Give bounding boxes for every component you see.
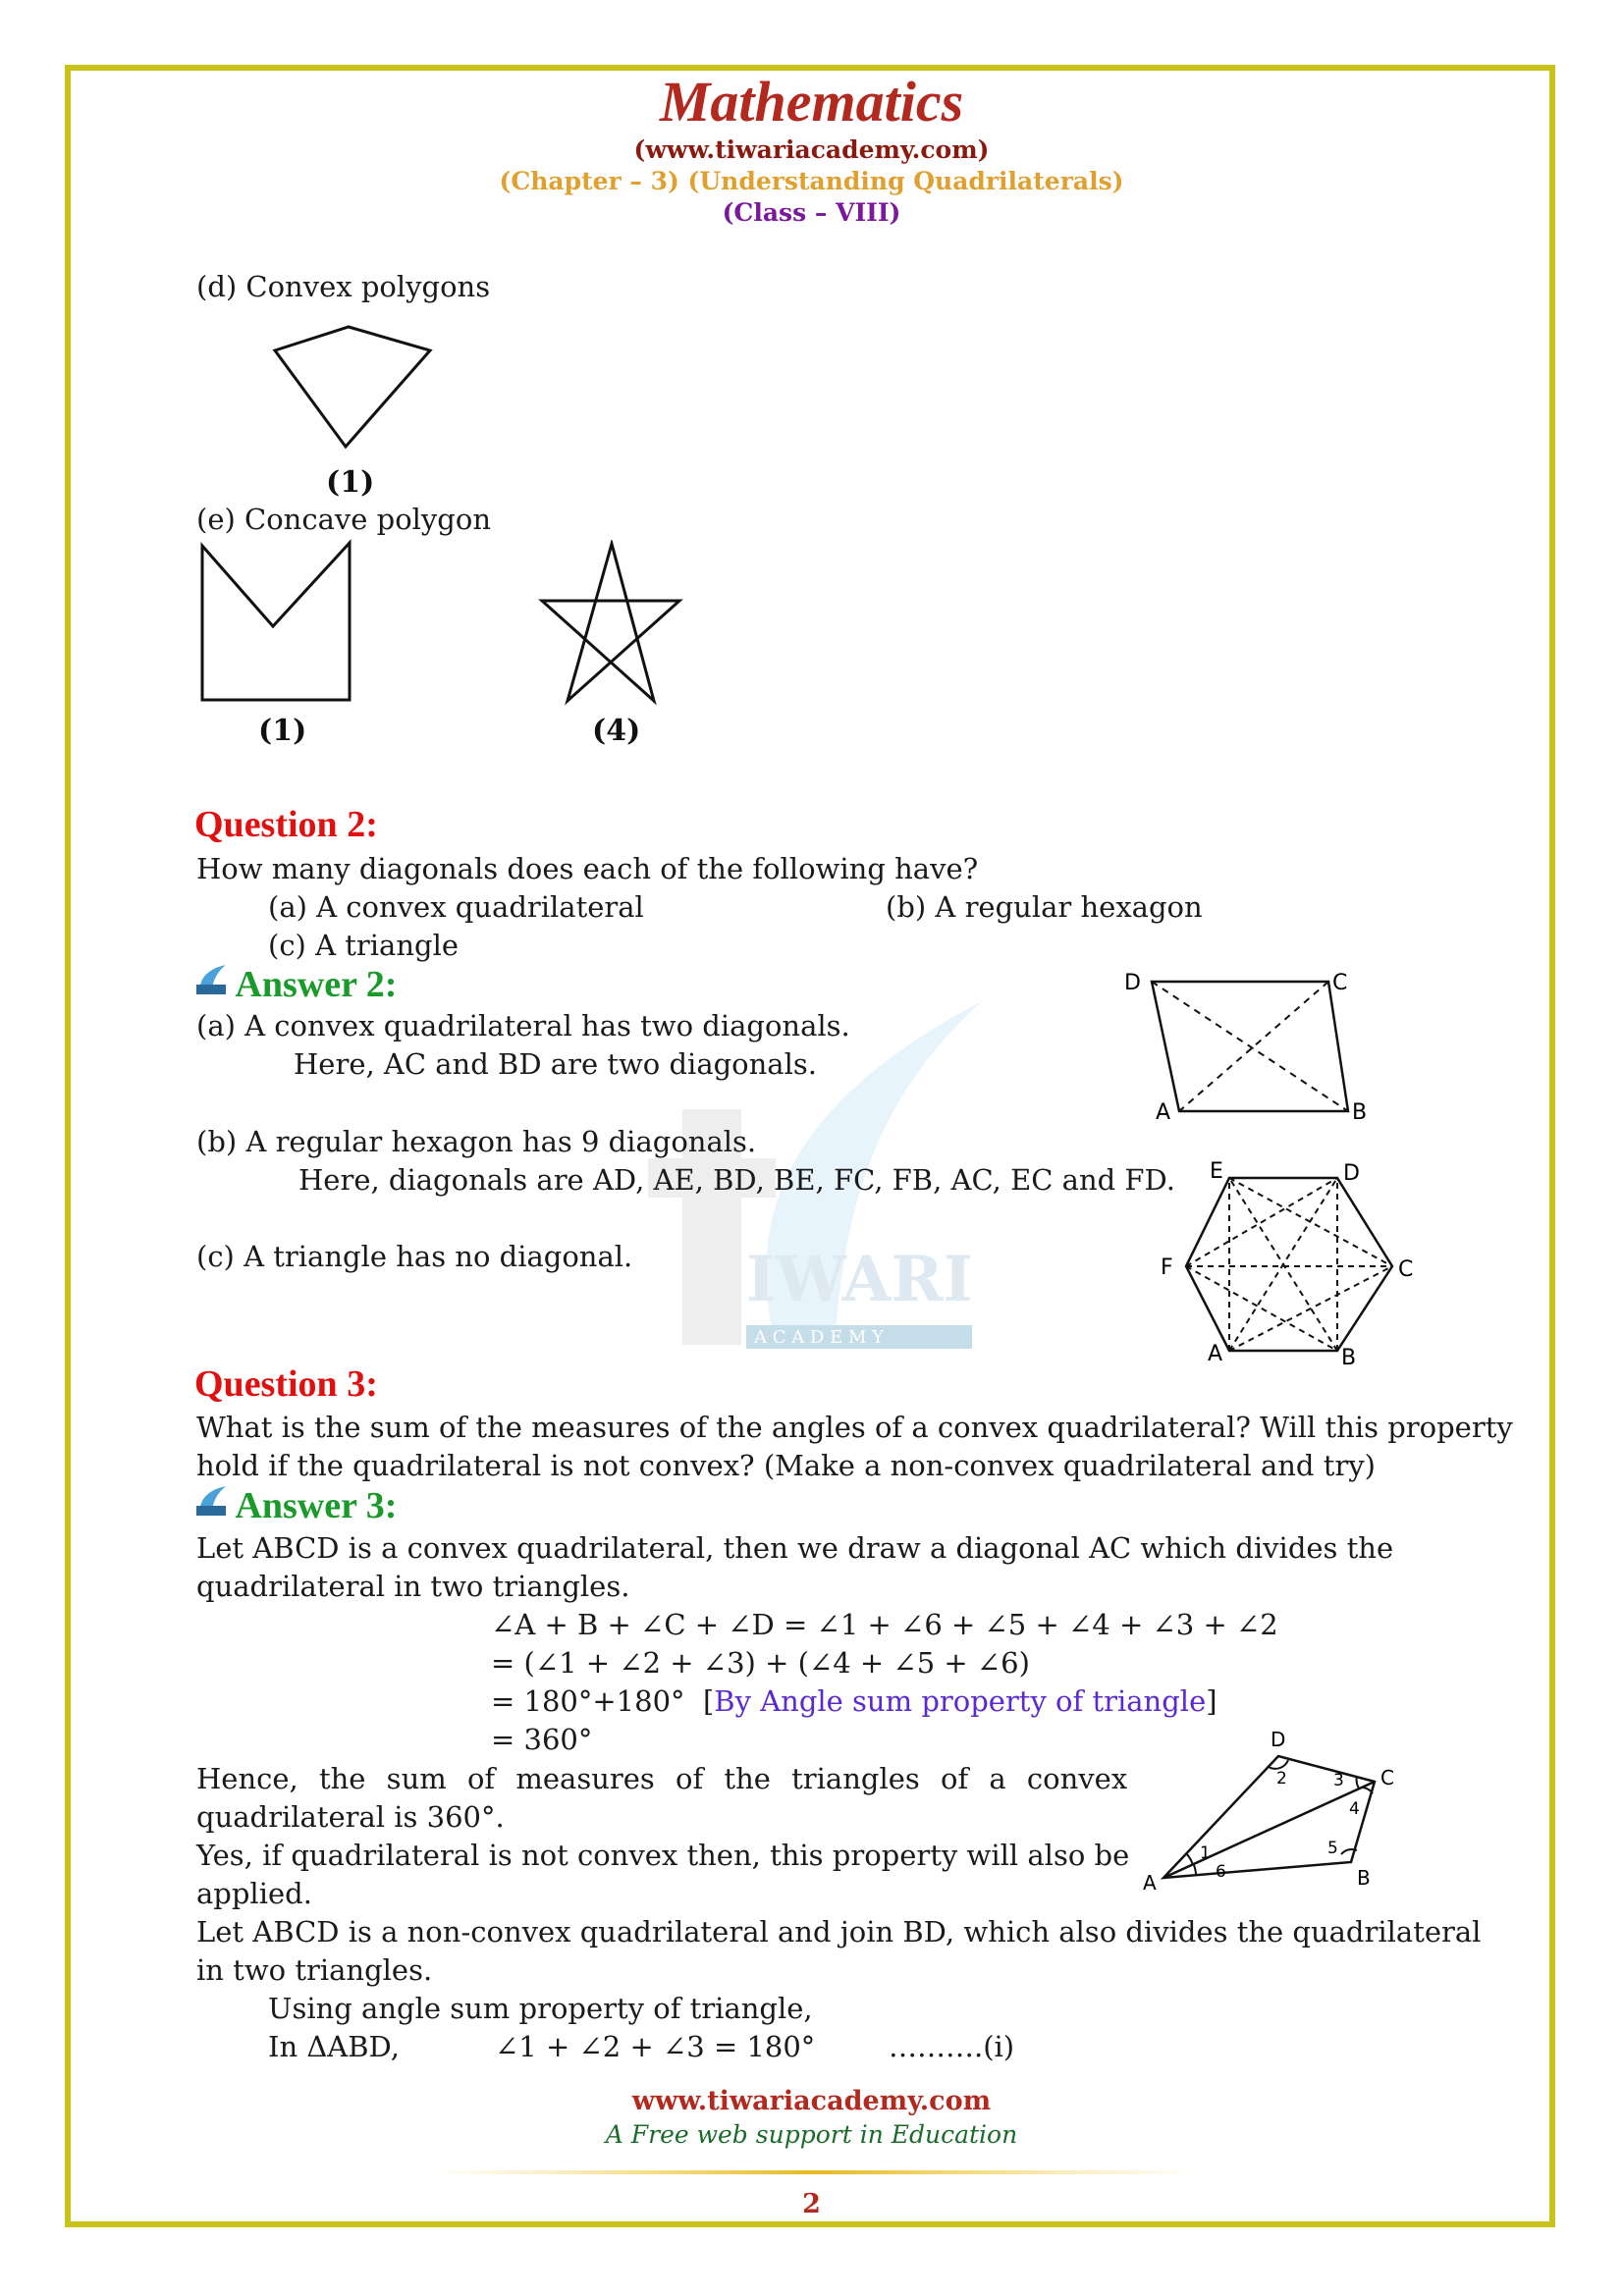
question-3-line1: What is the sum of the measures of the angles of a convex quadrilateral? Will this property [196, 1411, 1513, 1444]
footer-url[interactable]: www.tiwariacademy.com [631, 2086, 992, 2116]
watermark-text: IWARI [746, 1243, 973, 1316]
answer-2c-line1: (c) A triangle has no diagonal. [196, 1240, 633, 1273]
angle-fig-label-b: B [1357, 1866, 1371, 1890]
question-2-heading: Question 2: [194, 804, 378, 845]
answer-3-p4-line1: Let ABCD is a non-convex quadrilateral and join BD, which also divides the quadrilateral [196, 1915, 1482, 1949]
question-3-line2: hold if the quadrilateral is not convex? (Make a non-convex quadrilateral and try) [196, 1449, 1376, 1482]
hex-label-d: D [1343, 1161, 1360, 1186]
answer-3-p5-in: In ΔABD, [268, 2030, 400, 2063]
watermark-sub: A C A D E M Y [754, 1327, 884, 1348]
concave-m-figure [196, 538, 363, 705]
answer-3-eq2: = (∠1 + ∠2 + ∠3) + (∠4 + ∠5 + ∠6) [491, 1646, 1030, 1680]
answer-2b-line1: (b) A regular hexagon has 9 diagonals. [196, 1125, 757, 1158]
angle-fig-label-4: 4 [1349, 1799, 1360, 1819]
answer-3-p3-line1: Yes, if quadrilateral is not convex then, this property will also be [196, 1839, 1130, 1872]
convex-figure-label: (1) [326, 465, 375, 500]
answer-2-heading-text: Answer 2: [235, 964, 398, 1005]
answer-2a-line2: Here, AC and BD are two diagonals. [294, 1047, 817, 1081]
answer-3-p3-line2: applied. [196, 1877, 312, 1910]
quad-label-b: B [1352, 1100, 1368, 1125]
quad-label-c: C [1332, 971, 1348, 995]
part-e-label: (e) Concave polygon [196, 503, 492, 536]
answer-3-p4-line2: in two triangles. [196, 1953, 433, 1987]
convex-kite-figure [265, 319, 442, 456]
answer-2-heading [194, 963, 397, 1006]
angle-sum-property-note: By Angle sum property of triangle [714, 1684, 1207, 1718]
question-3-heading: Question 3: [194, 1363, 378, 1405]
question-2-option-a: (a) A convex quadrilateral [268, 890, 644, 924]
answer-3-p5-line1: Using angle sum property of triangle, [268, 1992, 813, 2025]
hex-label-e: E [1210, 1159, 1223, 1184]
page-number: 2 [802, 2189, 821, 2219]
answer-3-p5-ref: ……….(i) [889, 2030, 1015, 2063]
answer-3-eq3-main: = 180°+180° [491, 1684, 685, 1718]
header-chapter: (Chapter – 3) (Understanding Quadrilaterals) [499, 167, 1124, 195]
question-2-option-b: (b) A regular hexagon [886, 890, 1203, 924]
quad-label-a: A [1156, 1100, 1171, 1125]
concave-figure-label-1: (1) [258, 714, 307, 748]
footer-divider [432, 2167, 1198, 2177]
angle-fig-label-d: D [1271, 1728, 1286, 1751]
hex-label-b: B [1341, 1346, 1357, 1370]
answer-2a-line1: (a) A convex quadrilateral has two diagonals. [196, 1009, 850, 1042]
question-2-text: How many diagonals does each of the following have? [196, 852, 979, 885]
answer-logo-icon [194, 1484, 228, 1518]
answer-3-p2-line1: Hence, the sum of measures of the triangles of a convex [196, 1762, 1128, 1795]
page-title: Mathematics [659, 70, 964, 133]
angle-fig-label-5: 5 [1327, 1839, 1338, 1858]
question-2-option-c: (c) A triangle [268, 929, 460, 962]
answer-3-eq1: ∠A + B + ∠C + ∠D = ∠1 + ∠6 + ∠5 + ∠4 + ∠3 + ∠2 [491, 1608, 1278, 1641]
answer-3-heading [194, 1484, 397, 1527]
answer-3-eq3 [491, 1684, 1217, 1718]
answer-3-eq3-bracket-open: [ [702, 1684, 715, 1718]
answer-2b-line2: Here, diagonals are AD, AE, BD, BE, FC, FB, AC, EC and FD. [298, 1163, 1175, 1197]
answer-3-p1-line1: Let ABCD is a convex quadrilateral, then we draw a diagonal AC which divides the [196, 1531, 1394, 1565]
answer-3-p5-eq: ∠1 + ∠2 + ∠3 = 180° [495, 2030, 816, 2063]
answer-3-p2-line2: quadrilateral is 360°. [196, 1800, 505, 1834]
answer-3-eq4: = 360° [491, 1723, 593, 1756]
quadrilateral-diagonals-figure [1114, 962, 1389, 1129]
angle-fig-label-c: C [1380, 1766, 1394, 1789]
part-d-label: (d) Convex polygons [196, 270, 491, 303]
angle-fig-label-2: 2 [1276, 1769, 1287, 1789]
convex-quad-angles-figure [1139, 1723, 1414, 1890]
header-url: (www.tiwariacademy.com) [633, 135, 990, 164]
answer-3-eq3-bracket-close: ] [1206, 1684, 1217, 1718]
angle-fig-label-3: 3 [1333, 1771, 1344, 1790]
concave-star-figure [535, 540, 692, 707]
angle-fig-label-a: A [1143, 1871, 1157, 1890]
answer-3-heading-text: Answer 3: [235, 1485, 398, 1526]
hexagon-diagonals-figure [1149, 1158, 1424, 1374]
angle-fig-label-6: 6 [1216, 1862, 1226, 1882]
header-class: (Class – VIII) [722, 198, 901, 227]
answer-3-p1-line2: quadrilateral in two triangles. [196, 1570, 630, 1603]
hex-label-f: F [1161, 1255, 1173, 1280]
footer-tagline: A Free web support in Education [605, 2120, 1018, 2149]
quad-label-d: D [1124, 971, 1141, 995]
angle-fig-label-1: 1 [1200, 1843, 1211, 1863]
answer-logo-icon [194, 963, 228, 996]
hex-label-a: A [1208, 1342, 1223, 1366]
hex-label-c: C [1398, 1257, 1414, 1282]
concave-figure-label-4: (4) [592, 714, 641, 748]
